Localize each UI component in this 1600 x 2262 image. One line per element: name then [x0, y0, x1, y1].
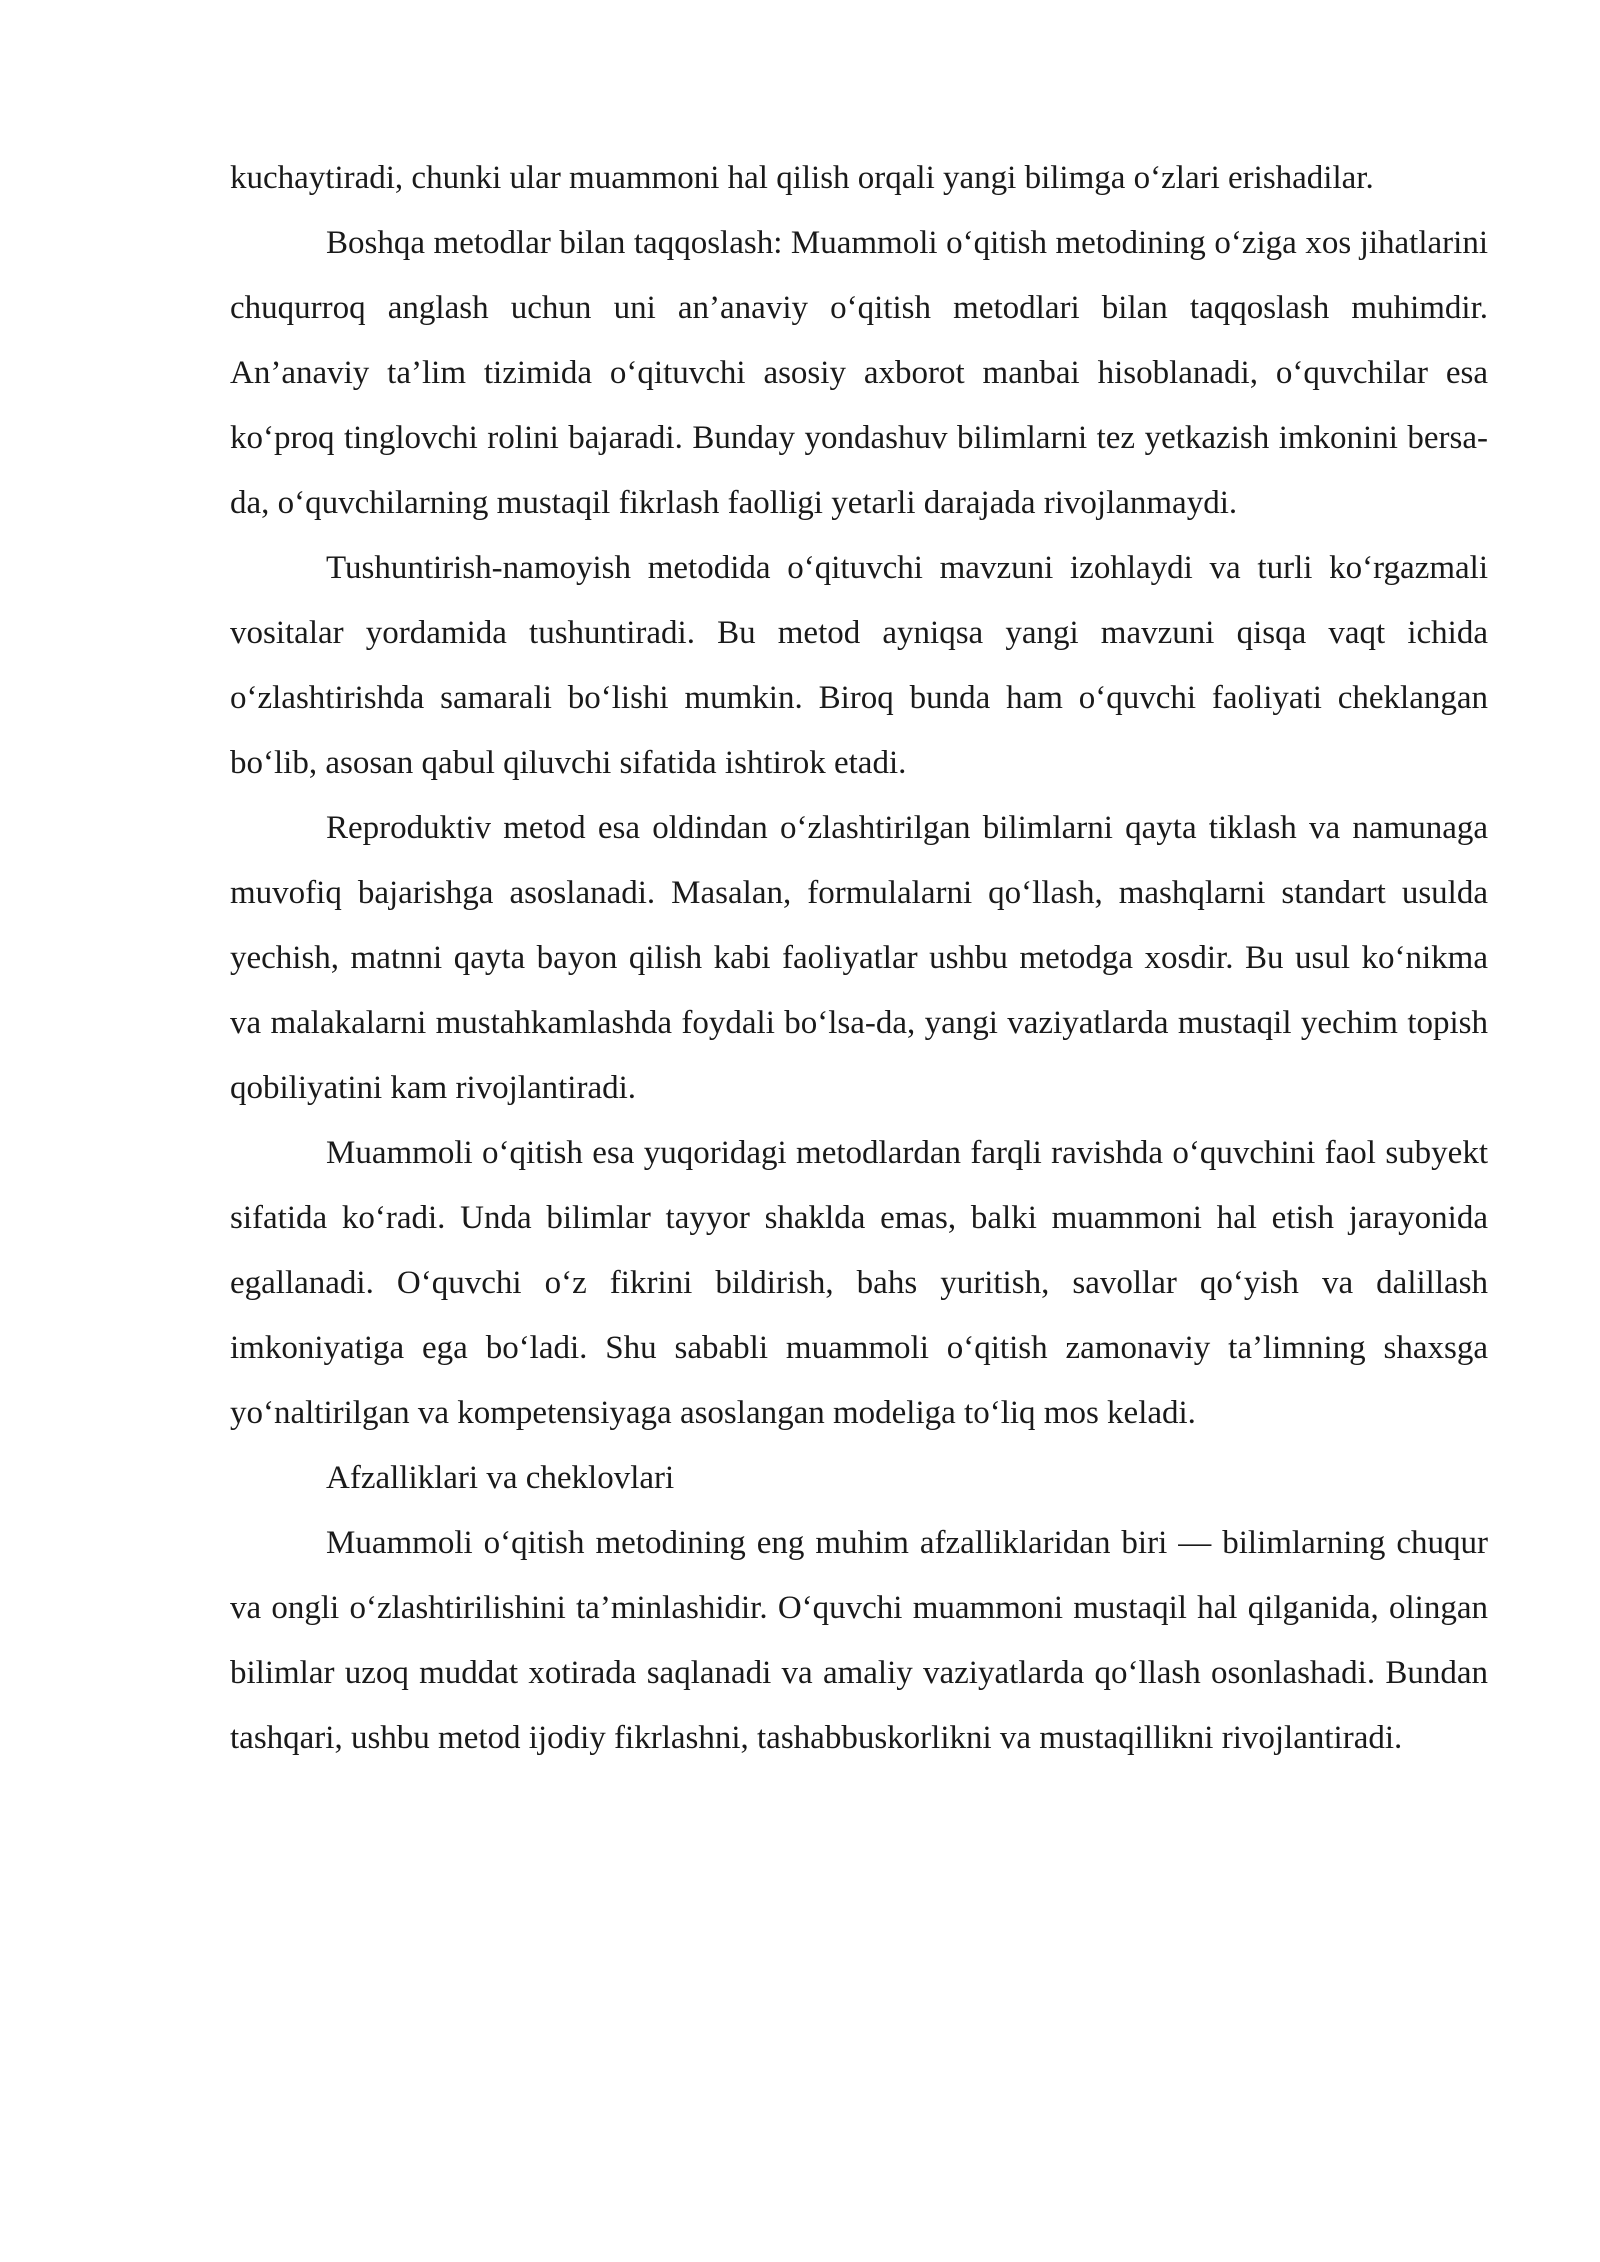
document-page: [230, 146, 1488, 1771]
paragraph-explanation-method: Tushuntirish-namoyish metodida o‘qituvchi mavzuni izohlaydi va turli ko‘rgazmali vositalar yordamida tushuntiradi. Bu metod ayniqsa yangi mavzuni qisqa vaqt ichida o‘zlashtirishda samarali bo‘lishi mumkin. Biroq bunda ham o‘quvchi faoliyati cheklangan bo‘lib, asosan qabul qiluvchi sifatida ishtirok etadi.: [230, 550, 1488, 781]
paragraph-reproductive-method: Reproduktiv metod esa oldindan o‘zlashtirilgan bilimlarni qayta tiklash va namunaga muvofiq bajarishga asoslanadi. Masalan, formulalarni qo‘llash, mashqlarni standart usulda yechish, matnni qayta bayon qilish kabi faoliyatlar ushbu metodga xosdir. Bu usul ko‘nikma va malakalarni mustahkamlashda foydali bo‘lsa-da, yangi vaziyatlarda mustaqil yechim topish qobiliyatini kam rivojlantiradi.: [230, 810, 1488, 1106]
paragraph-advantages: Muammoli o‘qitish metodining eng muhim afzalliklaridan biri — bilimlarning chuqur va ongli o‘zlashtirilishini ta’minlashidir. O‘quvchi muammoni mustaqil hal qilganida, olingan bilimlar uzoq muddat xotirada saqlanadi va amaliy vaziyatlarda qo‘llash osonlashadi. Bundan tashqari, ushbu metod ijodiy fikrlashni, tashabbuskorlikni va mustaqillikni rivojlantiradi.: [230, 1525, 1488, 1756]
section-heading: Afzalliklari va cheklovlari: [326, 1460, 675, 1496]
paragraph-comparison: Boshqa metodlar bilan taqqoslash: Muammoli o‘qitish metodining o‘ziga xos jihatlarini chuqurroq anglash uchun uni an’anaviy o‘qitish metodlari bilan taqqoslash muhimdir. An’anaviy ta’lim tizimida o‘qituvchi asosiy axborot manbai hisoblanadi, o‘quvchilar esa ko‘proq tinglovchi rolini bajaradi. Bunday yondashuv bilimlarni tez yetkazish imkonini bersa-da, o‘quvchilarning mustaqil fikrlash faolligi yetarli darajada rivojlanmaydi.: [230, 225, 1488, 521]
paragraph-continuation: kuchaytiradi, chunki ular muammoni hal qilish orqali yangi bilimga o‘zlari erishadilar.: [230, 160, 1374, 196]
paragraph-problem-learning: Muammoli o‘qitish esa yuqoridagi metodlardan farqli ravishda o‘quvchini faol subyekt sifatida ko‘radi. Unda bilimlar tayyor shaklda emas, balki muammoni hal etish jarayonida egallanadi. O‘quvchi o‘z fikrini bildirish, bahs yuritish, savollar qo‘yish va dalillash imkoniyatiga ega bo‘ladi. Shu sababli muammoli o‘qitish zamonaviy ta’limning shaxsga yo‘naltirilgan va kompetensiyaga asoslangan modeliga to‘liq mos keladi.: [230, 1135, 1488, 1431]
